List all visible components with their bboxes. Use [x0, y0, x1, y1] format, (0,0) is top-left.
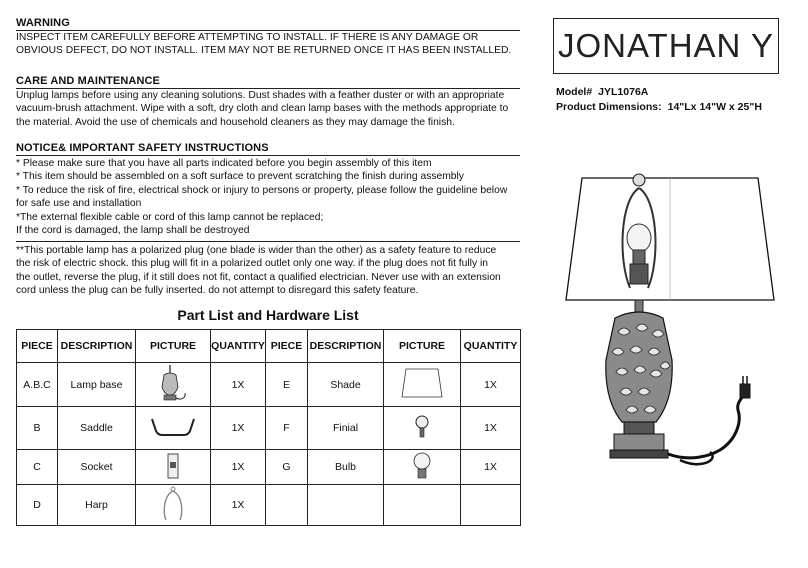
dims-label: Product Dimensions:	[556, 101, 662, 113]
description-cell: Shade	[308, 363, 384, 407]
header-piece: PIECE	[17, 330, 58, 363]
piece-cell: D	[17, 485, 58, 526]
piece-cell: E	[266, 363, 308, 407]
care-text	[16, 89, 522, 129]
safety-line: *The external flexible cable or cord of this lamp cannot be replaced;	[16, 211, 324, 223]
socket-icon	[165, 452, 181, 480]
piece-cell: A.B.C	[17, 363, 58, 407]
warning-line: INSPECT ITEM CAREFULLY BEFORE ATTEMPTING TO INSTALL. IF THERE IS ANY DAMAGE OR	[16, 32, 479, 43]
safety-line: for safe use and installation	[16, 198, 142, 210]
quantity-cell: 1X	[211, 407, 266, 450]
safety-text	[16, 157, 522, 237]
finial-shape	[633, 174, 645, 186]
safety-line: * Please make sure that you have all parts indicated before you begin assembly of this item	[16, 158, 432, 169]
quantity-cell	[461, 485, 521, 526]
lamp-illustration	[560, 160, 780, 490]
header-quantity: QUANTITY	[461, 330, 521, 363]
plug-line: the outlet, reverse the plug, if it still does not fit, contact a qualified electrician. Never use with an extension	[16, 271, 501, 283]
quantity-cell: 1X	[211, 485, 266, 526]
plug-shape	[740, 384, 750, 398]
description-cell: Saddle	[58, 407, 136, 450]
piece-cell: B	[17, 407, 58, 450]
header-quantity: QUANTITY	[211, 330, 266, 363]
plug-rule	[16, 241, 520, 242]
picture-cell	[384, 450, 461, 485]
care-title: CARE AND MAINTENANCE	[16, 75, 160, 87]
care-line: vacuum-brush attachment. Wipe with a soft, dry cloth and clean lamp bases with the methods appropriate to	[16, 103, 509, 115]
safety-rule	[16, 155, 520, 156]
picture-cell	[136, 407, 211, 450]
safety-line: If the cord is damaged, the lamp shall be destroyed	[16, 225, 250, 237]
picture-cell	[384, 407, 461, 450]
description-cell	[308, 485, 384, 526]
lamp-base-icon	[158, 363, 188, 403]
bulb-icon	[412, 451, 432, 481]
safety-title: NOTICE& IMPORTANT SAFETY INSTRUCTIONS	[16, 142, 269, 154]
plug-line: **This portable lamp has a polarized plug (one blade is wider than the other) as a safety feature to reduce	[16, 245, 497, 256]
shade-icon	[400, 366, 444, 400]
plug-text	[16, 244, 522, 298]
picture-cell	[136, 450, 211, 485]
model-value: JYL1076A	[598, 86, 649, 98]
description-cell: Socket	[58, 450, 136, 485]
brand-logo: JONATHAN Y	[553, 18, 779, 74]
header-description: DESCRIPTION	[58, 330, 136, 363]
description-cell: Finial	[308, 407, 384, 450]
header-piece: PIECE	[266, 330, 308, 363]
safety-line: * To reduce the risk of fire, electrical shock or injury to persons or property, please follow the guideline below	[16, 184, 508, 196]
dims-value: 14"Lx 14"W x 25"H	[667, 101, 762, 113]
picture-cell	[384, 485, 461, 526]
piece-cell: F	[266, 407, 308, 450]
quantity-cell: 1X	[211, 363, 266, 407]
description-cell: Lamp base	[58, 363, 136, 407]
care-line: Unplug lamps before using any cleaning solutions. Dust shades with a feather duster or with an appropriate	[16, 90, 505, 101]
quantity-cell: 1X	[211, 450, 266, 485]
model-info	[556, 85, 762, 115]
saddle-icon	[148, 415, 198, 439]
description-cell: Harp	[58, 485, 136, 526]
table-row	[17, 407, 521, 450]
header-description: DESCRIPTION	[308, 330, 384, 363]
parts-table	[16, 329, 521, 526]
plug-line: cord unless the plug can be fully inserted. do not attempt to disregard this safety feature.	[16, 285, 419, 297]
care-line: the material. Avoid the use of chemicals and household cleaners as they may damage the finish.	[16, 116, 455, 128]
picture-cell	[136, 363, 211, 407]
table-row	[17, 450, 521, 485]
warning-title: WARNING	[16, 17, 70, 29]
parts-header-row	[17, 330, 521, 363]
header-picture: PICTURE	[136, 330, 211, 363]
finial-icon	[412, 414, 432, 440]
safety-line: * This item should be assembled on a soft surface to prevent scratching the finish during assembly	[16, 171, 464, 183]
model-label: Model#	[556, 86, 593, 98]
piece-cell	[266, 485, 308, 526]
table-row	[17, 485, 521, 526]
quantity-cell: 1X	[461, 407, 521, 450]
picture-cell	[384, 363, 461, 407]
warning-line: OBVIOUS DEFECT, DO NOT INSTALL. ITEM MAY NOT BE RETURNED ONCE IT HAS BEEN INSTALLED.	[16, 45, 512, 57]
piece-cell: C	[17, 450, 58, 485]
quantity-cell: 1X	[461, 450, 521, 485]
plug-line: the risk of electric shock. this plug will fit in a polarized outlet only one way. if the plug does not fit fully in	[16, 258, 488, 270]
picture-cell	[136, 485, 211, 526]
table-row	[17, 363, 521, 407]
piece-cell: G	[266, 450, 308, 485]
description-cell: Bulb	[308, 450, 384, 485]
quantity-cell: 1X	[461, 363, 521, 407]
parts-title: Part List and Hardware List	[177, 307, 359, 323]
warning-text	[16, 31, 522, 58]
header-picture: PICTURE	[384, 330, 461, 363]
harp-icon	[161, 486, 185, 522]
